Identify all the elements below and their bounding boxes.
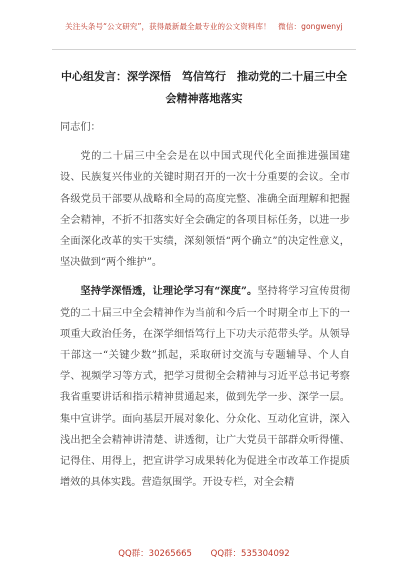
header-divider (52, 49, 356, 50)
paragraph-2 (60, 281, 350, 493)
document-body (60, 117, 350, 493)
promo-banner: 关注头条号“公文研究”，获得最新最全最专业的公文资料库！ 微信：gongwenyj (65, 22, 343, 31)
salutation: 同志们： (60, 122, 101, 133)
footer-contacts (0, 547, 408, 559)
paragraph-2-lead: 坚持学深悟透，让理论学习有“深度”。 (80, 285, 258, 298)
qq-group-1: QQ群：30265665 (118, 549, 192, 559)
paragraph-1-text: 党的二十届三中全会是在以中国式现代化全面推进强国建设、民族复兴伟业的关键时期召开的一次十分重要的会议。全市各级党员干部要从战略和全局的高度完整、准确全面理解和把握全会精神，不折不扣落实好全会确定的各项目标任务，以进一步全面深化改革的实干实绩，深刻领悟“两个确立”的决定性意义，坚决做到“两个维护”。 (60, 151, 350, 269)
document-title: 中心组发言：深学深悟 笃信笃行 推动党的二十届三中全会精神落地落实 (61, 70, 347, 105)
paragraph-1 (60, 146, 350, 273)
paragraph-2-text: 坚持将学习宣传贯彻党的二十届三中全会精神作为当前和今后一个时期全市上下的一项重大政治任务，在深学细悟笃行上下功夫示范带头学。从领导干部这一“关键少数”抓起，采取研讨交流与专题辅导、个人自学、视频学习等方式，把学习贯彻全会精神与习近平总书记考察我省重要讲话和指示精神贯通起来，做到先学一步、深学一层。集中宣讲学。面向基层开展对象化、分众化、互动化宣讲，深入浅出把全会精神讲清楚、讲透彻，让广大党员干部群众听得懂、记得住、用得上，把宣讲学习成果转化为促进全市改革工作提质增效的具体实践。营造氛围学。开设专栏，对全会精 (60, 286, 351, 489)
qq-group-2: QQ群：535304092 (210, 549, 290, 559)
